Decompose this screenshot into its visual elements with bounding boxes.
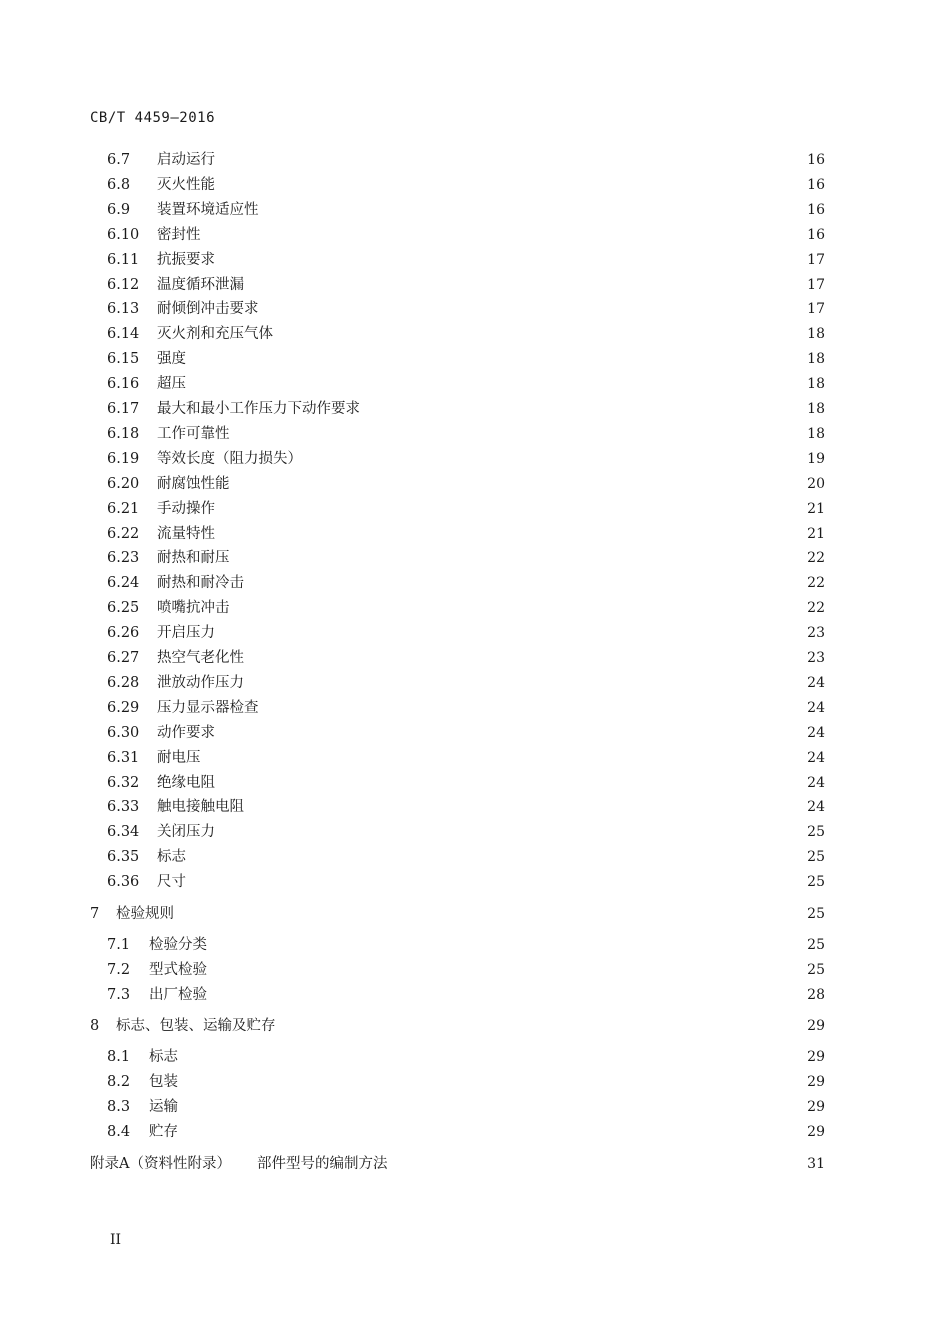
dot-leader xyxy=(265,199,802,221)
dot-leader xyxy=(184,1071,801,1093)
dot-leader xyxy=(236,473,802,495)
toc-entry-number: 6.21 xyxy=(107,500,140,517)
toc-entry-title: 密封性 xyxy=(157,226,201,243)
dot-leader xyxy=(265,298,802,320)
toc-entry-number: 6.11 xyxy=(107,251,140,268)
toc-entry[interactable] xyxy=(90,1153,825,1175)
dot-leader xyxy=(265,697,802,719)
toc-entry[interactable] xyxy=(107,747,825,769)
toc-entry-number: 6.15 xyxy=(107,351,140,368)
toc-entry[interactable] xyxy=(107,249,825,271)
dot-leader xyxy=(221,149,801,171)
toc-entry-title: 标志、包装、运输及贮存 xyxy=(116,1018,276,1034)
dot-leader xyxy=(236,423,802,445)
toc-entry-title: 启动运行 xyxy=(157,152,215,168)
dot-leader xyxy=(213,959,801,981)
toc-entry-title: 等效长度（阻力损失） xyxy=(157,450,302,467)
toc-entry-number: 6.31 xyxy=(107,749,140,766)
toc-entry-page: 28 xyxy=(807,987,825,1003)
toc-entry-title: 压力显示器检查 xyxy=(157,699,259,716)
toc-entry[interactable] xyxy=(107,959,825,981)
toc-entry-number: 6.17 xyxy=(107,401,140,417)
dot-leader xyxy=(221,174,801,196)
toc-entry-page: 16 xyxy=(807,226,825,243)
toc-entry-page: 29 xyxy=(807,1099,825,1115)
toc-entry[interactable] xyxy=(107,597,825,619)
dot-leader xyxy=(213,934,801,956)
toc-entry-page: 24 xyxy=(807,699,825,716)
toc-entry-number: 6.27 xyxy=(107,650,140,666)
toc-entry-title: 工作可靠性 xyxy=(157,425,230,442)
toc-entry-number: 6.28 xyxy=(107,674,140,691)
toc-entry[interactable] xyxy=(107,174,825,196)
toc-entry-page: 20 xyxy=(807,475,825,492)
toc-entry[interactable] xyxy=(107,572,825,594)
toc-entry[interactable] xyxy=(107,149,825,171)
toc-entry-title: 开启压力 xyxy=(157,625,215,642)
toc-entry-page: 22 xyxy=(807,600,825,617)
toc-entry-title: 耐电压 xyxy=(157,749,201,766)
toc-entry-number: 6.10 xyxy=(107,226,140,243)
toc-entry-page: 18 xyxy=(807,425,825,442)
toc-entry[interactable] xyxy=(107,498,825,520)
toc-entry-title: 流量特性 xyxy=(157,525,215,542)
toc-entry-title: 耐热和耐压 xyxy=(157,550,230,567)
toc-entry[interactable] xyxy=(90,903,825,925)
dot-leader xyxy=(213,984,801,1006)
toc-entry-title: 耐倾倒冲击要求 xyxy=(157,301,259,318)
dot-leader xyxy=(250,647,801,669)
toc-entry-title: 绝缘电阻 xyxy=(157,774,215,791)
toc-entry[interactable] xyxy=(107,984,825,1006)
toc-entry-title: 灭火剂和充压气体 xyxy=(157,326,273,343)
toc-entry[interactable] xyxy=(107,934,825,956)
toc-entry-title: 耐热和耐冷击 xyxy=(157,575,244,592)
toc-entry-page: 29 xyxy=(807,1124,825,1140)
toc-entry-title: 泄放动作压力 xyxy=(157,674,244,691)
toc-entry-number: 6.23 xyxy=(107,550,140,567)
toc-entry-page: 29 xyxy=(807,1018,825,1034)
dot-leader xyxy=(250,796,801,818)
dot-leader xyxy=(184,1046,801,1068)
toc-entry-number: 6.19 xyxy=(107,450,140,467)
dot-leader xyxy=(184,1096,801,1118)
toc-entry[interactable] xyxy=(107,1071,825,1093)
toc-entry[interactable] xyxy=(107,323,825,345)
toc-entry-title: 超压 xyxy=(157,376,186,393)
toc-entry-page: 16 xyxy=(807,176,825,193)
toc-entry-page: 17 xyxy=(807,301,825,318)
toc-entry-title: 装置环境适应性 xyxy=(157,201,259,218)
toc-entry-title: 抗振要求 xyxy=(157,251,215,268)
dot-leader xyxy=(221,821,801,843)
toc-entry-title: 型式检验 xyxy=(149,962,207,978)
dot-leader xyxy=(308,448,801,470)
toc-entry-title: 触电接触电阻 xyxy=(157,799,244,816)
toc-entry-page: 25 xyxy=(807,937,825,953)
toc-entry-title: 动作要求 xyxy=(157,724,215,741)
toc-entry-page: 24 xyxy=(807,674,825,691)
toc-entry-page: 17 xyxy=(807,251,825,268)
dot-leader xyxy=(207,224,802,246)
dot-leader xyxy=(279,323,801,345)
toc-entry-page: 18 xyxy=(807,326,825,343)
toc-entry-number: 6.16 xyxy=(107,376,140,393)
toc-entry-page: 21 xyxy=(807,525,825,542)
toc-entry-number: 8 xyxy=(90,1018,100,1034)
toc-entry[interactable] xyxy=(107,846,825,868)
toc-entry[interactable] xyxy=(107,473,825,495)
toc-entry-page: 21 xyxy=(807,500,825,517)
toc-entry[interactable] xyxy=(107,697,825,719)
toc-entry-number: 6.13 xyxy=(107,301,140,318)
toc-entry[interactable] xyxy=(107,622,825,644)
toc-entry-title: 贮存 xyxy=(149,1124,178,1140)
toc-entry-title: 喷嘴抗冲击 xyxy=(157,600,230,617)
toc-entry[interactable] xyxy=(107,821,825,843)
standard-code: CB/T 4459—2016 xyxy=(90,110,216,126)
toc-entry-number: 8.4 xyxy=(107,1124,131,1140)
toc-entry-number: 6.33 xyxy=(107,799,140,816)
toc-entry[interactable] xyxy=(107,274,825,296)
toc-entry-page: 29 xyxy=(807,1074,825,1090)
toc-entry-title: 手动操作 xyxy=(157,500,215,517)
toc-entry-page: 31 xyxy=(807,1156,825,1172)
toc-entry[interactable] xyxy=(107,398,825,420)
toc-entry[interactable] xyxy=(107,647,825,669)
dot-leader xyxy=(250,672,801,694)
toc-entry[interactable] xyxy=(107,298,825,320)
toc-entry-page: 23 xyxy=(807,625,825,642)
dot-leader xyxy=(192,373,801,395)
toc-entry-number: 6.7 xyxy=(107,152,131,168)
dot-leader xyxy=(184,1121,801,1143)
toc-entry[interactable] xyxy=(107,547,825,569)
toc-entry[interactable] xyxy=(107,871,825,893)
toc-entry-number: 7.2 xyxy=(107,962,131,978)
toc-entry-page: 18 xyxy=(807,351,825,368)
toc-entry[interactable] xyxy=(107,796,825,818)
dot-leader xyxy=(221,249,801,271)
toc-entry-page: 25 xyxy=(807,824,825,841)
toc-entry-page: 25 xyxy=(807,874,825,891)
toc-entry-title: 包装 xyxy=(149,1074,178,1090)
toc-entry-page: 17 xyxy=(807,276,825,293)
dot-leader xyxy=(282,1015,802,1037)
toc-entry-number: 7.3 xyxy=(107,987,131,1003)
toc-entry-number: 6.20 xyxy=(107,475,140,492)
toc-entry-number: 6.24 xyxy=(107,575,140,592)
toc-entry-title: 温度循环泄漏 xyxy=(157,276,244,293)
dot-leader xyxy=(180,903,801,925)
toc-entry[interactable] xyxy=(107,348,825,370)
toc-entry-number: 7 xyxy=(90,906,100,922)
toc-entry-number: 6.14 xyxy=(107,326,140,343)
dot-leader xyxy=(192,846,801,868)
toc-entry-title: 检验分类 xyxy=(149,937,207,953)
dot-leader xyxy=(221,772,801,794)
toc-entry[interactable] xyxy=(107,224,825,246)
toc-entry-number: 6.36 xyxy=(107,874,140,891)
toc-entry[interactable] xyxy=(107,722,825,744)
toc-entry-page: 25 xyxy=(807,906,825,922)
toc-entry[interactable] xyxy=(107,1121,825,1143)
toc-entry-page: 24 xyxy=(807,799,825,816)
toc-entry-number: 8.2 xyxy=(107,1074,131,1090)
toc-entry-page: 25 xyxy=(807,849,825,866)
toc-entry-title: 关闭压力 xyxy=(157,824,215,841)
toc-entry-title: 标志 xyxy=(157,849,186,866)
toc-entry-number: 7.1 xyxy=(107,937,131,953)
toc-entry-number: 6.25 xyxy=(107,600,140,617)
toc-entry-title: 灭火性能 xyxy=(157,176,215,193)
dot-leader xyxy=(221,722,801,744)
toc-entry[interactable] xyxy=(107,1096,825,1118)
toc-entry[interactable] xyxy=(107,672,825,694)
dot-leader xyxy=(207,747,802,769)
toc-entry-number: 8.1 xyxy=(107,1049,131,1065)
toc-entry-page: 23 xyxy=(807,650,825,666)
toc-entry-page: 16 xyxy=(807,152,825,168)
toc-entry[interactable] xyxy=(107,1046,825,1068)
dot-leader xyxy=(192,871,801,893)
page-number: II xyxy=(110,1232,122,1248)
toc-entry-number: 6.34 xyxy=(107,824,140,841)
toc-entry[interactable] xyxy=(107,772,825,794)
dot-leader xyxy=(221,523,801,545)
dot-leader xyxy=(393,1153,801,1175)
toc-entry[interactable] xyxy=(107,373,825,395)
toc-entry-page: 18 xyxy=(807,376,825,393)
toc-entry-title: 标志 xyxy=(149,1049,178,1065)
toc-entry[interactable] xyxy=(107,199,825,221)
toc-entry-title: 强度 xyxy=(157,351,186,368)
toc-entry-title: 运输 xyxy=(149,1099,178,1115)
toc-entry-title: 部件型号的编制方法 xyxy=(256,1156,388,1172)
toc-entry[interactable] xyxy=(107,523,825,545)
toc-entry-number: 附录A（资料性附录） xyxy=(90,1156,231,1172)
dot-leader xyxy=(236,597,802,619)
toc-entry-number: 6.29 xyxy=(107,699,140,716)
toc-entry-page: 22 xyxy=(807,550,825,567)
toc-entry-number: 6.30 xyxy=(107,724,140,741)
toc-entry-page: 22 xyxy=(807,575,825,592)
toc-entry-page: 25 xyxy=(807,962,825,978)
dot-leader xyxy=(250,274,801,296)
toc-entry-page: 16 xyxy=(807,201,825,218)
toc-entry-number: 8.3 xyxy=(107,1099,131,1115)
toc-entry-title: 尺寸 xyxy=(157,874,186,891)
toc-entry-title: 热空气老化性 xyxy=(157,650,244,666)
toc-entry[interactable] xyxy=(107,448,825,470)
toc-entry-page: 18 xyxy=(807,401,825,417)
toc-entry-title: 耐腐蚀性能 xyxy=(157,475,230,492)
toc-entry-page: 24 xyxy=(807,724,825,741)
dot-leader xyxy=(221,622,801,644)
toc-entry-number: 6.9 xyxy=(107,201,131,218)
toc-entry-title: 最大和最小工作压力下动作要求 xyxy=(157,401,360,417)
toc-entry-page: 24 xyxy=(807,774,825,791)
dot-leader xyxy=(236,547,802,569)
toc-entry-number: 6.12 xyxy=(107,276,140,293)
toc-entry-page: 19 xyxy=(807,450,825,467)
dot-leader xyxy=(250,572,801,594)
toc-entry-title: 出厂检验 xyxy=(149,987,207,1003)
toc-entry[interactable] xyxy=(107,423,825,445)
dot-leader xyxy=(192,348,801,370)
toc-entry-number: 6.35 xyxy=(107,849,140,866)
toc-entry-page: 29 xyxy=(807,1049,825,1065)
toc-entry-number: 6.18 xyxy=(107,425,140,442)
toc-entry[interactable] xyxy=(90,1015,825,1037)
dot-leader xyxy=(221,498,801,520)
toc-entry-number: 6.26 xyxy=(107,625,140,642)
toc-entry-number: 6.8 xyxy=(107,176,131,193)
dot-leader xyxy=(366,398,801,420)
toc-entry-number: 6.22 xyxy=(107,525,140,542)
toc-entry-title: 检验规则 xyxy=(116,906,174,922)
toc-entry-page: 24 xyxy=(807,749,825,766)
toc-entry-number: 6.32 xyxy=(107,774,140,791)
